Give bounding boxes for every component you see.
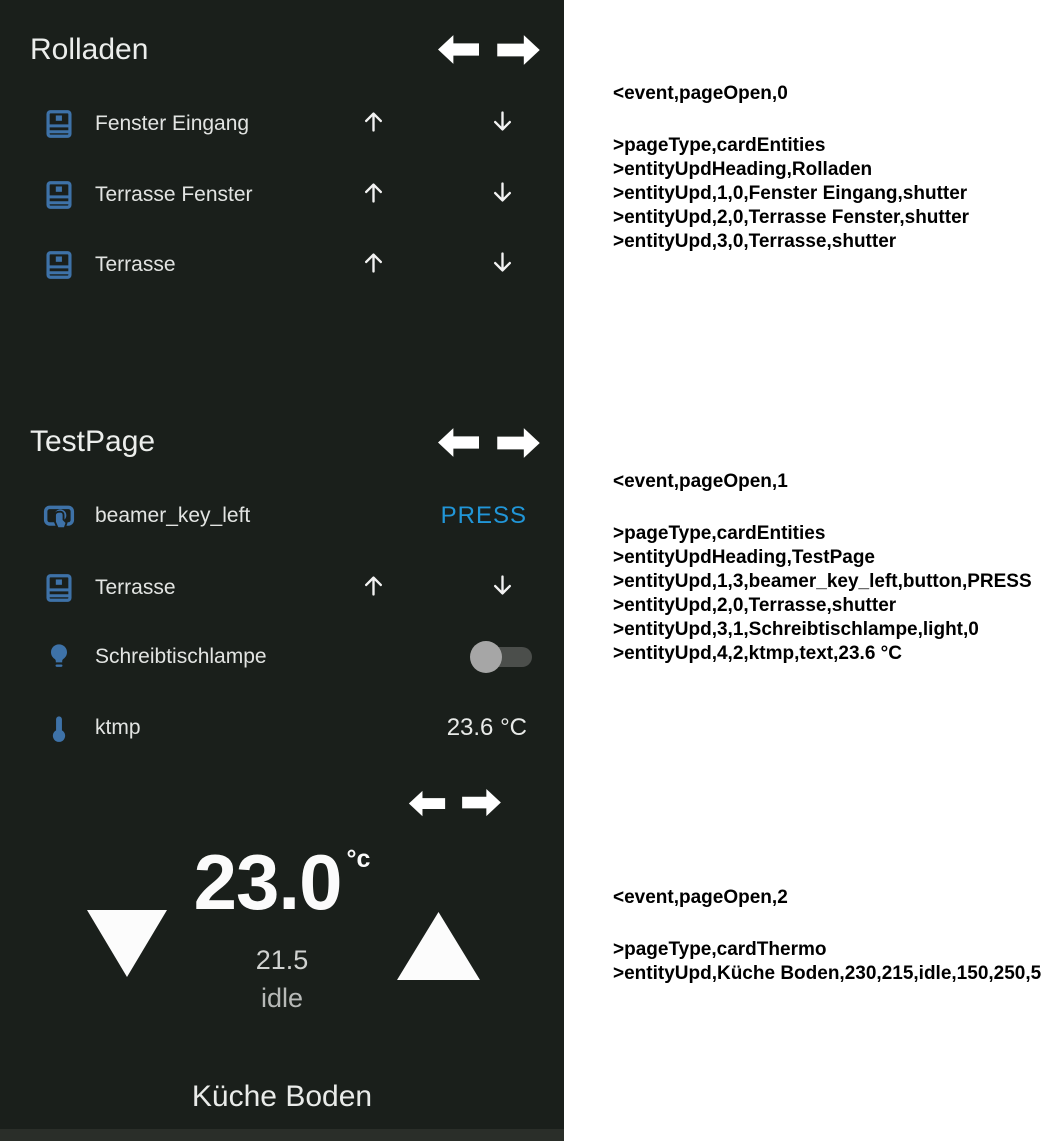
entity-row-schreibtischlampe	[30, 622, 550, 692]
press-button[interactable]: PRESS	[440, 502, 527, 529]
protocol-line: >entityUpd,3,0,Terrasse,shutter	[613, 231, 897, 252]
left-arrow-icon	[408, 789, 446, 818]
temperature-value: 23.6 °C	[446, 714, 527, 741]
protocol-line: >entityUpdHeading,Rolladen	[613, 159, 873, 180]
right-arrow-icon	[497, 33, 540, 67]
thermometer-icon	[42, 711, 76, 745]
up-arrow-icon	[360, 108, 387, 135]
protocol-line: <event,pageOpen,0	[613, 83, 788, 104]
shutter-up-button[interactable]	[360, 179, 387, 211]
protocol-line: <event,pageOpen,1	[613, 471, 788, 492]
protocol-line: >entityUpd,2,0,Terrasse,shutter	[613, 595, 897, 616]
shutter-up-button[interactable]	[360, 249, 387, 281]
page-next-button[interactable]	[497, 33, 538, 66]
thermostat-name: Küche Boden	[191, 1080, 373, 1113]
entity-row-terrasse-2	[30, 553, 550, 623]
card-heading-testpage: TestPage	[30, 425, 156, 458]
shutter-down-button[interactable]	[489, 108, 516, 140]
up-arrow-icon	[360, 572, 387, 599]
entity-label: ktmp	[95, 716, 141, 739]
protocol-line: >entityUpd,Küche Boden,230,215,idle,150,250,5	[613, 963, 1042, 984]
up-arrow-icon	[360, 249, 387, 276]
entity-label: Terrasse	[95, 576, 176, 599]
window-shutter-icon	[42, 571, 76, 605]
gesture-tap-button-icon	[42, 499, 76, 533]
protocol-line: >entityUpd,2,0,Terrasse Fenster,shutter	[613, 207, 970, 228]
entity-label: beamer_key_left	[95, 504, 251, 527]
right-arrow-icon	[461, 787, 502, 818]
hvac-state: idle	[260, 983, 304, 1013]
toggle-knob	[470, 641, 502, 673]
window-shutter-icon	[42, 178, 76, 212]
protocol-line: >entityUpd,4,2,ktmp,text,23.6 °C	[613, 643, 902, 664]
down-arrow-icon	[489, 179, 516, 206]
down-arrow-icon	[489, 572, 516, 599]
entity-row-ktmp	[30, 693, 550, 763]
page-next-button[interactable]	[497, 426, 538, 459]
entity-row-terrasse-fenster	[30, 160, 550, 230]
page-next-button[interactable]	[461, 787, 502, 820]
shutter-up-button[interactable]	[360, 108, 387, 140]
protocol-line: >pageType,cardThermo	[613, 939, 827, 960]
window-shutter-icon	[42, 107, 76, 141]
page-prev-button[interactable]	[438, 33, 479, 66]
shutter-down-button[interactable]	[489, 179, 516, 211]
entity-row-terrasse	[30, 230, 550, 300]
protocol-line: >entityUpd,1,0,Fenster Eingang,shutter	[613, 183, 968, 204]
card-heading-rolladen: Rolladen	[30, 33, 149, 66]
protocol-line: >entityUpdHeading,TestPage	[613, 547, 876, 568]
shutter-down-button[interactable]	[489, 572, 516, 604]
down-arrow-icon	[489, 249, 516, 276]
protocol-line: >pageType,cardEntities	[613, 523, 826, 544]
protocol-line: <event,pageOpen,2	[613, 887, 788, 908]
light-toggle-switch[interactable]	[472, 647, 532, 667]
right-arrow-icon	[497, 426, 540, 460]
page-prev-button[interactable]	[438, 426, 479, 459]
protocol-block-1	[613, 470, 1032, 666]
current-temperature-value: 23.0	[193, 838, 342, 926]
entity-label: Terrasse Fenster	[95, 183, 253, 206]
page-prev-button[interactable]	[408, 789, 449, 822]
left-arrow-icon	[438, 33, 479, 66]
target-temperature: 21.5	[255, 945, 309, 975]
protocol-line: >pageType,cardEntities	[613, 135, 826, 156]
protocol-line: >entityUpd,3,1,Schreibtischlampe,light,0	[613, 619, 979, 640]
panel-footer-strip	[0, 1129, 564, 1141]
protocol-line: >entityUpd,1,3,beamer_key_left,button,PRESS	[613, 571, 1032, 592]
window-shutter-icon	[42, 248, 76, 282]
shutter-down-button[interactable]	[489, 249, 516, 281]
protocol-block-0	[613, 82, 969, 254]
down-arrow-icon	[489, 108, 516, 135]
entity-label: Terrasse	[95, 253, 176, 276]
lightbulb-icon	[42, 640, 76, 674]
entity-row-beamer-key-left	[30, 481, 550, 551]
temperature-unit: °c	[346, 845, 371, 873]
up-arrow-icon	[360, 179, 387, 206]
left-arrow-icon	[438, 426, 479, 459]
current-temperature	[0, 838, 564, 926]
protocol-block-2	[613, 886, 1041, 986]
entity-row-fenster-eingang	[30, 89, 550, 159]
entity-label: Schreibtischlampe	[95, 645, 267, 668]
entity-label: Fenster Eingang	[95, 112, 250, 135]
shutter-up-button[interactable]	[360, 572, 387, 604]
